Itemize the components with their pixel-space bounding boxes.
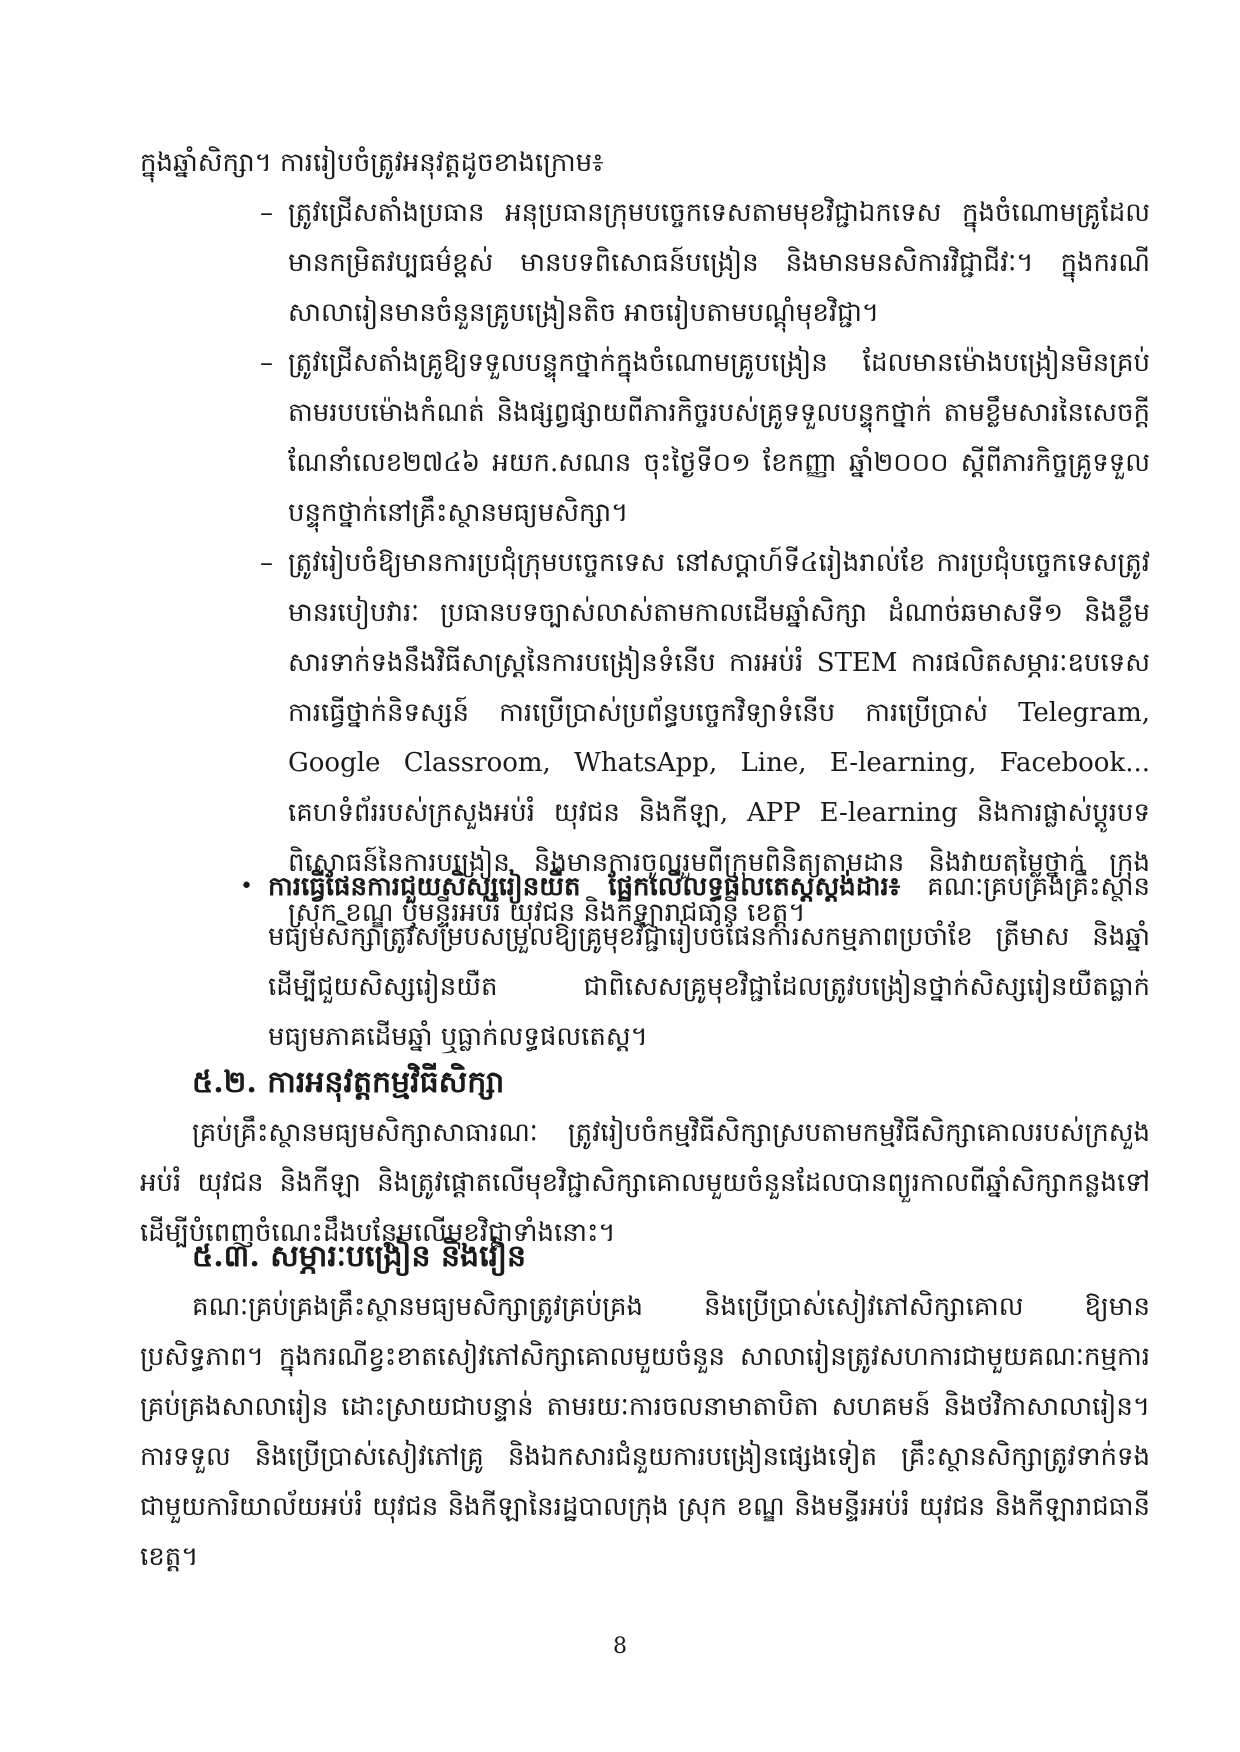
dash-item-text: ត្រូវជ្រើសតាំងប្រធាន អនុប្រធានក្រុមបច្ចេកទេសតាមមុខវិជ្ជាឯកទេស ក្នុងចំណោមគ្រូដែលមានកម្រិតវប្បធម៌ខ្ពស់ មានបទពិសោធន៍បង្រៀន និងមានមនសិការវិជ្ជាជីវៈ។ ក្នុងករណីសាលារៀនមានចំនួនគ្រូបង្រៀនតិច អាចរៀបតាមបណ្ដុំមុខវិជ្ជា។: [288, 198, 1150, 328]
bullet-text: គណៈគ្រប់គ្រងគ្រឹះស្ថានមធ្យមសិក្សាត្រូវសម្របសម្រួលឱ្យគ្រូមុខវិជ្ជារៀបចំផែនការសកម្មភាពប្រចាំខែ ត្រីមាស និងឆ្នាំ ដើម្បីជួយសិស្សរៀនយឺត ជាពិសេសគ្រូមុខវិជ្ជាដែលត្រូវបង្រៀនថ្នាក់សិស្សរៀនយឺតធ្លាក់មធ្យមភាគដើមឆ្នាំ ឬធ្លាក់លទ្ធផលតេស្ត។: [268, 872, 1150, 1052]
dash-item-text: ត្រូវរៀបចំឱ្យមានការប្រជុំក្រុមបច្ចេកទេស នៅសប្តាហ៍ទី៤រៀងរាល់ខែ ការប្រជុំបច្ចេកទេសត្រូវមានរបៀបវារៈ ប្រធានបទច្បាស់លាស់តាមកាលដើមឆ្នាំសិក្សា ដំណាច់ឆមាសទី១ និងខ្លឹមសារទាក់ទងនឹងវិធីសាស្ត្រនៃការបង្រៀនទំនើប ការអប់រំ STEM ការផលិតសម្ភារៈឧបទេស ការធ្វើថ្នាក់និទស្សន៍ ការប្រើប្រាស់ប្រព័ន្ធបច្ចេកវិទ្យាទំនើប ការប្រើប្រាស់ Telegram, Google Classroom, WhatsApp, Line, E-learning, Facebook... គេហទំព័ររបស់ក្រសួងអប់រំ យុវជន និងកីឡា, APP E-learning និងការផ្លាស់ប្តូរបទពិសោធន៍នៃការបង្រៀន និងមានការចូលរួមពីក្រុមពិនិត្យតាមដាន និងវាយតម្លៃថ្នាក់ ក្រុង ស្រុក ខណ្ឌ ឬមន្ទីរអប់រំ យុវជន និងកីឡារាជធានី ខេត្ត។: [288, 548, 1150, 928]
bullet-marker: •: [240, 874, 253, 899]
dash-marker: –: [260, 548, 273, 578]
dash-item-2: [260, 338, 1150, 538]
page-number: 8: [613, 1634, 627, 1659]
dash-list: [260, 188, 1150, 938]
dash-marker: –: [260, 198, 273, 228]
intro-line: ក្នុងឆ្នាំសិក្សា។ ការរៀបចំត្រូវអនុវត្តដូចខាងក្រោម៖: [140, 148, 604, 178]
dash-item-text: ត្រូវជ្រើសតាំងគ្រូឱ្យទទួលបន្ទុកថ្នាក់ក្នុងចំណោមគ្រូបង្រៀន ដែលមានម៉ោងបង្រៀនមិនគ្រប់តាមរបបម៉ោងកំណត់ និងផ្សព្វផ្សាយពីភារកិច្ចរបស់គ្រូទទួលបន្ទុកថ្នាក់ តាមខ្លឹមសារនៃសេចក្តីណែនាំលេខ២៧៤៦ អយក.សណន ចុះថ្ងៃទី០១ ខែកញ្ញា ឆ្នាំ២០០០ ស្តីពីភារកិច្ចគ្រូទទួលបន្ទុកថ្នាក់នៅគ្រឹះស្ថានមធ្យមសិក្សា។: [288, 348, 1150, 528]
section-5-3-paragraph: គណៈគ្រប់គ្រងគ្រឹះស្ថានមធ្យមសិក្សាត្រូវគ្រប់គ្រង និងប្រើប្រាស់សៀវភៅសិក្សាគោល ឱ្យមានប្រសិទ្ធភាព។ ក្នុងករណីខ្វះខាតសៀវភៅសិក្សាគោលមួយចំនួន សាលារៀនត្រូវសហការជាមួយគណៈកម្មការគ្រប់គ្រងសាលារៀន ដោះស្រាយជាបន្ទាន់ តាមរយៈការចលនាមាតាបិតា សហគមន៍ និងថវិកាសាលារៀន។ ការទទួល និងប្រើប្រាស់សៀវភៅគ្រូ និងឯកសារជំនួយការបង្រៀនផ្សេងទៀត គ្រឹះស្ថានសិក្សាត្រូវទាក់ទងជាមួយការិយាល័យអប់រំ យុវជន និងកីឡានៃរដ្ឋបាលក្រុង ស្រុក ខណ្ឌ និងមន្ទីរអប់រំ យុវជន និងកីឡារាជធានី ខេត្ត។: [140, 1292, 1150, 1572]
section-5-2-title: ៥.២. ការអនុវត្តកម្មវិធីសិក្សា: [192, 1065, 505, 1100]
dash-marker: –: [260, 348, 273, 378]
bullet-lead: ការធ្វើផែនការជួយសិស្សរៀនយឺត ផ្អែកលើលទ្ធផលតេស្តស្តង់ដារ៖: [268, 872, 901, 902]
dash-item-1: [260, 188, 1150, 338]
bullet-item-remedial-plan: [240, 862, 1150, 1062]
section-5-3-title: ៥.៣. សម្ភារៈបង្រៀន និងរៀន: [192, 1239, 527, 1274]
section-5-2-paragraph: គ្រប់គ្រឹះស្ថានមធ្យមសិក្សាសាធារណៈ ត្រូវរៀបចំកម្មវិធីសិក្សាស្របតាមកម្មវិធីសិក្សាគោលរបស់ក្រសួងអប់រំ យុវជន និងកីឡា និងត្រូវផ្តោតលើមុខវិជ្ជាសិក្សាគោលមួយចំនួនដែលបានព្យួរកាលពីឆ្នាំសិក្សាកន្លងទៅ ដើម្បីបំពេញចំណេះដឹងបន្ថែមលើមុខវិជ្ជាទាំងនោះ។: [140, 1118, 1150, 1248]
